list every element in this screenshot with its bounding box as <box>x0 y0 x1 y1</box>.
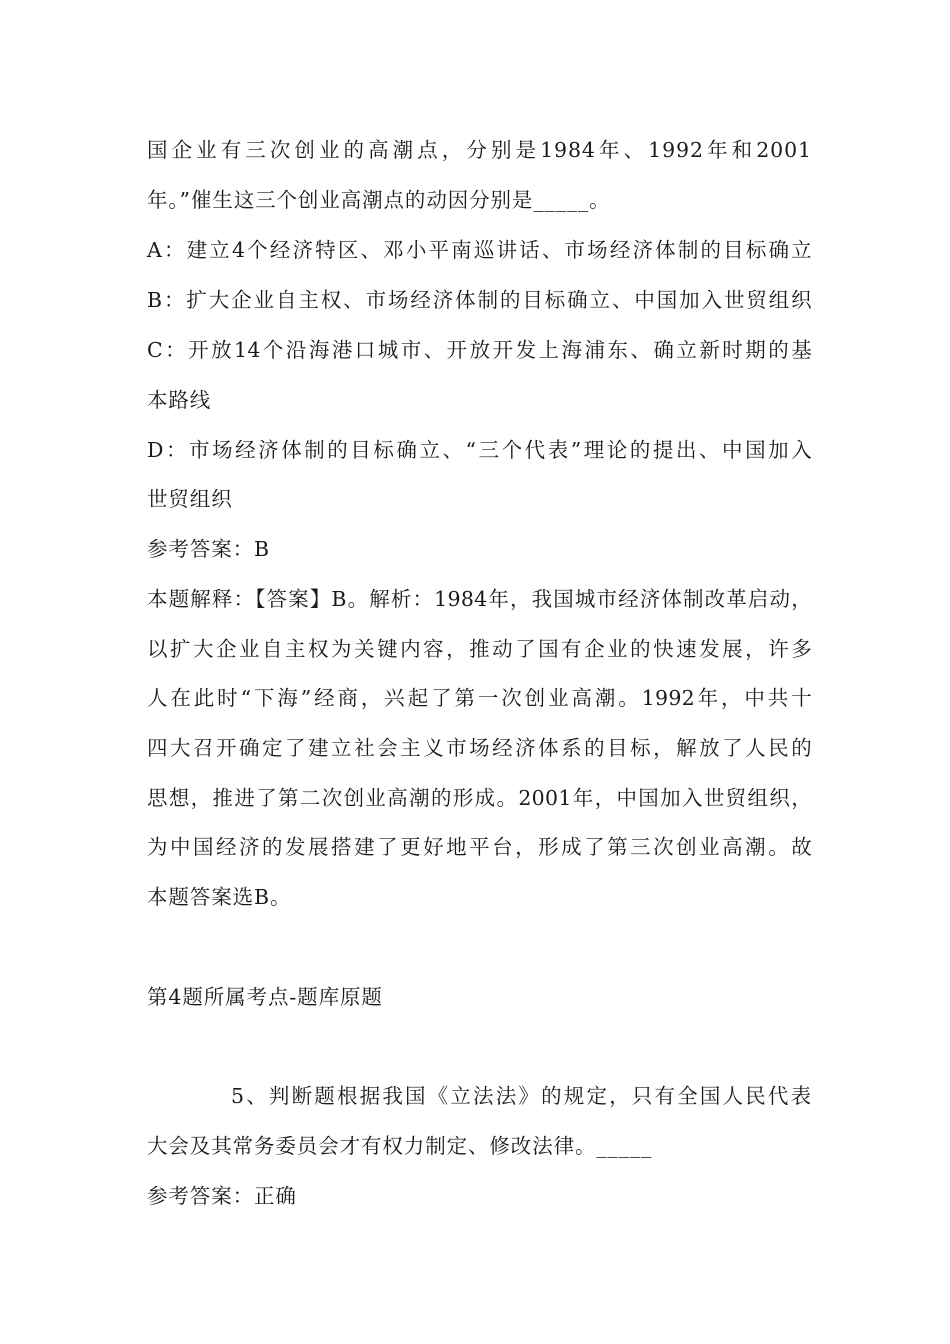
question-3-explanation-line: 本题解释：【答案】B。解析：1984年，我国城市经济体制改革启动， <box>147 587 812 611</box>
question-3-explanation-line: 本题答案选B。 <box>147 885 292 909</box>
question-3-option-a: A：建立4个经济特区、邓小平南巡讲话、市场经济体制的目标确立 <box>147 238 812 262</box>
question-3-option-d-line-1: D：市场经济体制的目标确立、“三个代表”理论的提出、中国加入 <box>147 438 812 462</box>
question-3-stem-line-2: 年。”催生这三个创业高潮点的动因分别是_____。 <box>147 188 611 212</box>
question-3-option-c-line-2: 本路线 <box>147 388 212 412</box>
question-3-explanation-line: 四大召开确定了建立社会主义市场经济体系的目标，解放了人民的 <box>147 736 812 760</box>
section-note: 第4题所属考点-题库原题 <box>147 985 383 1009</box>
question-3-stem-line-1: 国企业有三次创业的高潮点，分别是1984年、1992年和2001 <box>147 138 812 162</box>
question-5-stem-line-1: 5、判断题根据我国《立法法》的规定，只有全国人民代表 <box>231 1084 812 1108</box>
question-3-option-d-line-2: 世贸组织 <box>147 487 233 511</box>
question-3-explanation-line: 人在此时“下海”经商，兴起了第一次创业高潮。1992年，中共十 <box>147 686 812 710</box>
question-5-answer: 参考答案：正确 <box>147 1184 297 1208</box>
question-3-option-b: B：扩大企业自主权、市场经济体制的目标确立、中国加入世贸组织 <box>147 288 812 312</box>
question-3-answer: 参考答案：B <box>147 537 270 561</box>
question-3-explanation-line: 思想，推进了第二次创业高潮的形成。2001年，中国加入世贸组织， <box>147 786 812 810</box>
question-3-explanation-line: 以扩大企业自主权为关键内容，推动了国有企业的快速发展，许多 <box>147 637 812 661</box>
question-5-stem-line-2: 大会及其常务委员会才有权力制定、修改法律。_____ <box>147 1134 653 1158</box>
question-3-explanation-line: 为中国经济的发展搭建了更好地平台，形成了第三次创业高潮。故 <box>147 835 812 859</box>
question-3-option-c-line-1: C：开放14个沿海港口城市、开放开发上海浦东、确立新时期的基 <box>147 338 812 362</box>
